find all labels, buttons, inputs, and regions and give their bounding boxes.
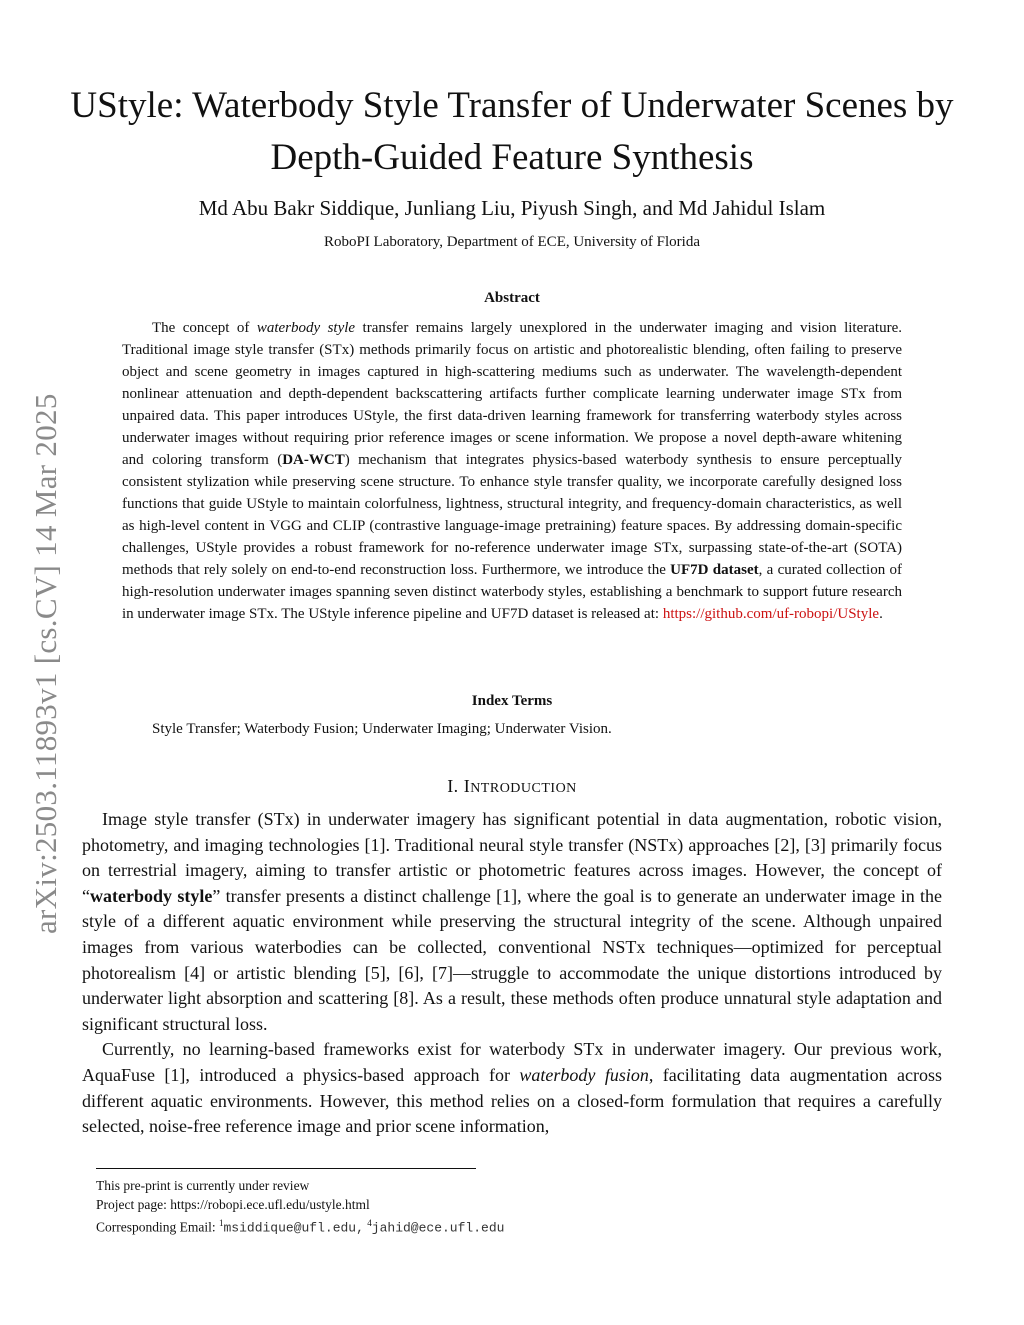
abstract-segment: transfer remains largely unexplored in the underwater imaging and vision literature. Traditional image style transfer (STx) methods primarily focus on artistic and photorealistic blending, often failing to preserve object and scene geometry in images captured in high-scattering mediums such as underwater. The wavelength-dependent nonlinear attenuation and depth-dependent backscattering artifacts further complicate learning underwater image STx from unpaired data. This paper introduces UStyle, the first data-driven learning framework for transferring waterbody styles across underwater images without requiring prior reference images or scene information. We propose a novel depth-aware whitening and coloring transform ( [122,320,902,468]
intro-paragraph-1 [82,807,942,1037]
arxiv-identifier: arXiv:2503.11893v1 [cs.CV] 14 Mar 2025 [28,393,63,934]
abstract-strong: UF7D dataset [670,562,759,578]
email-label: Corresponding Email: [96,1219,219,1235]
section-numeral: I. [447,776,464,796]
abstract-strong: DA-WCT [282,452,345,468]
github-link[interactable]: https://github.com/uf-robopi/UStyle [662,606,880,622]
footnote-divider [96,1168,476,1169]
author-list: Md Abu Bakr Siddique, Junliang Liu, Piyush Singh, and Md Jahidul Islam [198,196,826,220]
abstract-segment: . [879,606,883,622]
index-terms-text: Style Transfer; Waterbody Fusion; Underwater Imaging; Underwater Vision. [152,721,612,737]
text-segment: Currently, no learning-based frameworks exist for waterbody STx in underwater imagery. Our previous work, AquaFuse [1], introduced a physics-based approach for [82,1039,942,1085]
section-title-rest: NTRODUCTION [470,781,577,796]
intro-paragraph-2 [82,1037,942,1139]
section-heading-introduction [60,776,964,797]
text-segment: Image style transfer (STx) in underwater imagery has significant potential in data augmentation, robotic vision, photometry, and imaging technologies [1]. Traditional neural style transfer (NSTx) approaches [2], [3] primarily focus on terrestrial imagery, aiming to transfer artistic or photometric features across images. However, the concept of “ [82,809,942,906]
text-segment: ” transfer presents a distinct challenge [1], where the goal is to generate an underwater image in the style of a different aquatic environment while preserving the structural integrity of the scene. Although unpaired images from various waterbodies can be collected, conventional NSTx techniques—optimized for perceptual photorealism [4] or artistic blending [5], [6], [7]—struggle to accommodate the unique distortions introduced by underwater light absorption and scattering [8]. As a result, these methods often produce unnatural style adaptation and significant structural loss. [82,885,943,1034]
abstract-segment: ) mechanism that integrates physics-based waterbody synthesis to ensure perceptually consistent stylization while preserving scene structure. To enhance style transfer quality, we incorporate carefully designed loss functions that guide UStyle to maintain colorfulness, lightness, structural integrity, and frequency-domain characteristics, as well as high-level content in VGG and CLIP (contrastive language-image pretraining) feature spaces. By addressing domain-specific challenges, UStyle provides a robust framework for no-reference underwater image STx, surpassing state-of-the-art (SOTA) methods that rely solely on end-to-end reconstruction loss. Furthermore, we introduce the [122,452,902,578]
footnote-review: This pre-print is currently under review [96,1178,310,1193]
footnote-project-page: Project page: https://robopi.ece.ufl.edu/ustyle.html [96,1197,370,1212]
abstract-emphasis: waterbody style [256,320,356,336]
footnotes [96,1176,956,1238]
footnote-email [96,1214,956,1238]
paper-title: UStyle: Waterbody Style Transfer of Underwater Scenes by Depth-Guided Feature Synthesis [70,85,954,178]
text-segment: , facilitating data augmentation across different aquatic environments. However, this method relies on a closed-form formulation that requires a carefully selected, noise-free reference image and prior scene information, [82,1064,943,1137]
text-strong: waterbody style [90,885,213,906]
abstract-text [122,317,902,625]
email-superscript: 1 [218,1218,224,1228]
abstract-segment: , a curated collection of high-resolution underwater images spanning seven distinct waterbody styles, establishing a benchmark to support future research in underwater image STx. The UStyle inference pipeline and UF7D dataset is released at: [122,562,903,622]
index-terms-heading: Index Terms [471,693,553,709]
section-initial: I [463,776,471,796]
introduction-body [82,807,942,1140]
affiliation: RoboPI Laboratory, Department of ECE, University of Florida [323,234,701,250]
abstract-segment: The concept of [152,320,257,336]
abstract-heading: Abstract [484,290,540,306]
text-emphasis: waterbody fusion [519,1064,649,1085]
email-superscript: 4 [367,1218,372,1228]
email-address-1[interactable]: msiddique@ufl.edu, [223,1220,364,1236]
email-address-2[interactable]: jahid@ece.ufl.edu [371,1220,505,1236]
